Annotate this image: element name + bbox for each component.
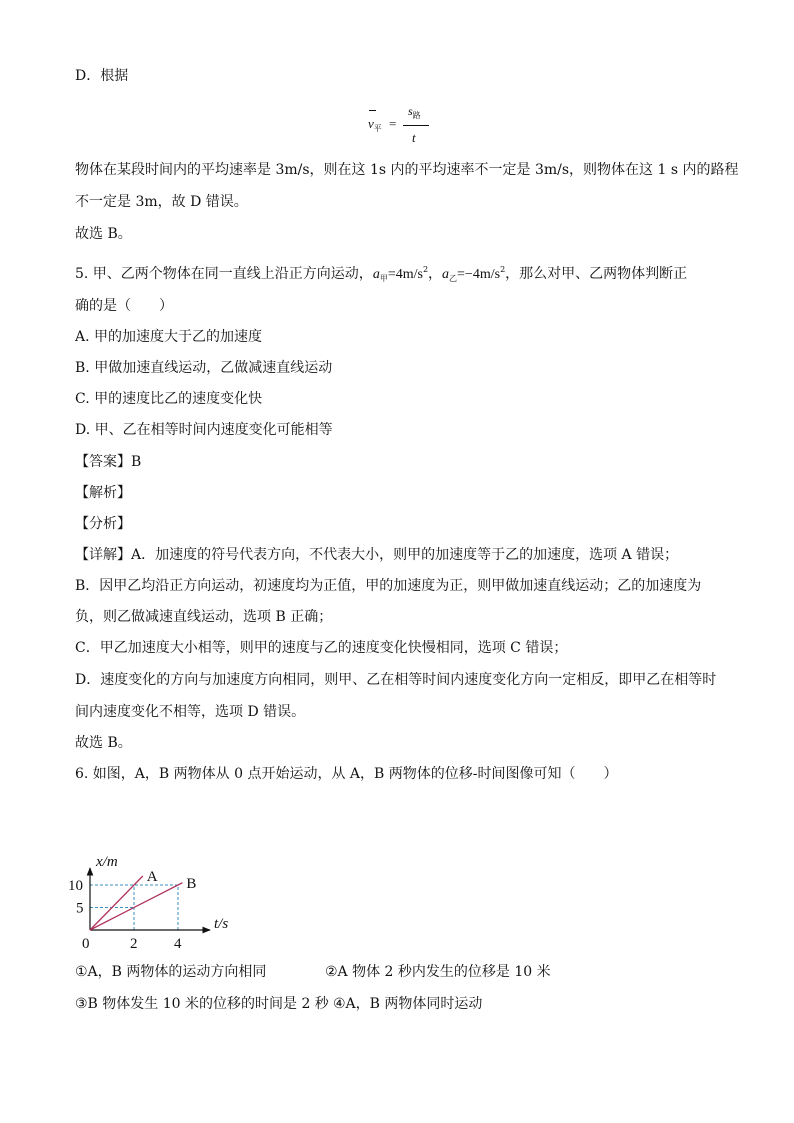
formula-denominator: t [412, 130, 416, 145]
q5-detail-4: C．甲乙加速度大小相等，则甲的速度与乙的速度变化快慢相同，选项 C 错误； [75, 640, 568, 656]
q5-stem-2: 确的是（ ） [75, 298, 173, 314]
q5-detail-5: D．速度变化的方向与加速度方向相同，则甲、乙在相等时间内速度变化方向一定相反，即甲乙在相等时 [75, 672, 717, 688]
option-d-explanation-1: 物体在某段时间内的平均速率是 3m/s，则在这 1s 内的平均速率不一定是 3m/s，则物体在这 1 s 内的路程 [75, 162, 739, 178]
y-tick-label: 10 [68, 878, 83, 894]
x-tick-label: 4 [174, 936, 182, 950]
series-line-b [90, 883, 182, 930]
q5-option-a: A. 甲的加速度大于乙的加速度 [75, 329, 263, 345]
formula-fraction-bar [403, 125, 429, 126]
q6-statement-3: ③B 物体发生 10 米的位移的时间是 2 秒 [75, 996, 329, 1012]
previous-choose: 故选 B。 [75, 226, 132, 242]
series-line-a [90, 876, 143, 930]
series-label-b: B [186, 875, 197, 892]
formula-overbar [369, 110, 376, 111]
q5-choose: 故选 B。 [75, 735, 132, 751]
series-label-a: A [146, 869, 158, 885]
q6-statement-4: ④A，B 两物体同时运动 [333, 996, 483, 1012]
q5-analysis-heading: 【解析】 [75, 485, 131, 501]
x-tick-label: 2 [130, 936, 138, 950]
q5-option-b: B. 甲做加速直线运动，乙做减速直线运动 [75, 360, 333, 376]
formula-equals: = [389, 116, 397, 131]
average-rate-formula [368, 104, 438, 148]
x-axis-label: t/s [214, 916, 229, 932]
q6-statement-2: ②A 物体 2 秒内发生的位移是 10 米 [325, 964, 551, 980]
q6-stem: 6. 如图，A，B 两物体从 0 点开始运动，从 A，B 两物体的位移-时间图像可知（ ） [75, 766, 618, 782]
q5-option-c: C. 甲的速度比乙的速度变化快 [75, 391, 263, 407]
q5-option-d: D. 甲、乙在相等时间内速度变化可能相等 [75, 422, 333, 438]
q5-answer: 【答案】B [75, 454, 142, 470]
q6-statement-1: ①A，B 两物体的运动方向相同 [75, 964, 267, 980]
option-d-intro: D．根据 [75, 68, 129, 84]
origin-label: 0 [82, 936, 90, 950]
displacement-time-graph [66, 790, 246, 950]
q5-detail-3: 负，则乙做减速直线运动，选项 B 正确； [75, 609, 333, 625]
q5-detail-2: B．因甲乙均沿正方向运动，初速度均为正值，甲的加速度为正，则甲做加速直线运动；乙的加速度为 [75, 578, 702, 594]
q5-fenxi-heading: 【分析】 [75, 516, 131, 532]
q5-detail-6: 间内速度变化不相等，选项 D 错误。 [75, 704, 306, 720]
formula-lhs: $v_平$ [368, 116, 382, 133]
q5-detail-1: 【详解】A．加速度的符号代表方向，不代表大小，则甲的加速度等于乙的加速度，选项 A 错误； [75, 547, 679, 563]
q5-stem: 5. 甲、乙两个物体在同一直线上沿正方向运动，$a_甲=4m/s^2$，$a_乙=-4m/s^2$，那么对甲、乙两物体判断正 [75, 265, 688, 283]
formula-numerator: $s_路$ [408, 104, 421, 120]
y-tick-label: 5 [76, 900, 84, 917]
option-d-explanation-2: 不一定是 3m，故 D 错误。 [75, 194, 248, 210]
y-axis-label: x/m [96, 854, 118, 870]
